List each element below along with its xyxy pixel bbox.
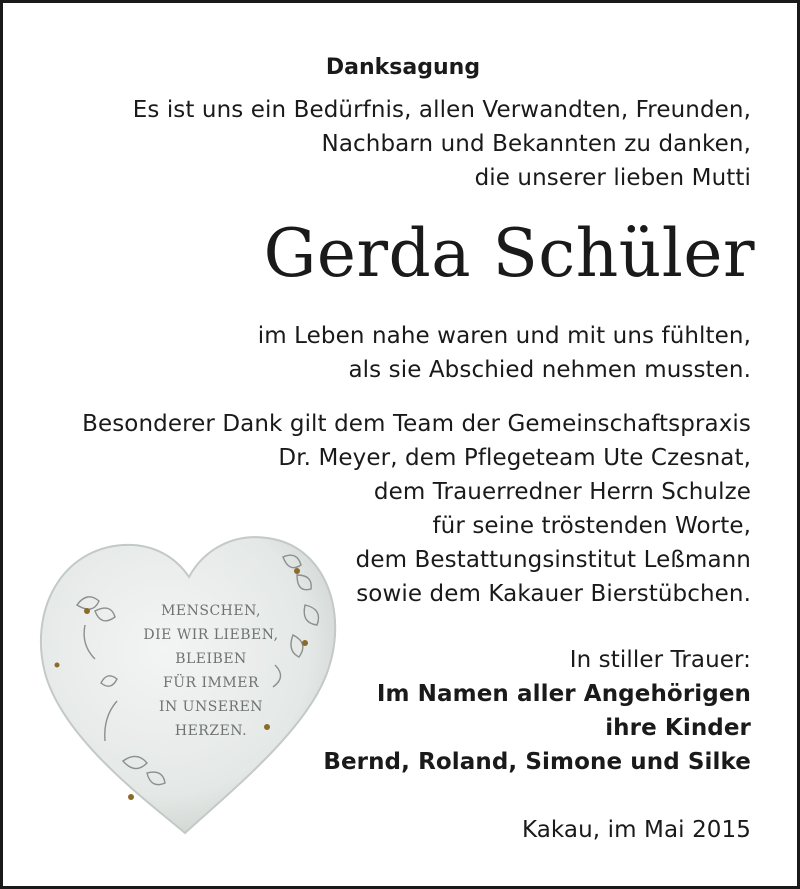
deceased-name: Gerda Schüler <box>263 215 755 292</box>
thanks-line-3: dem Trauerredner Herrn Schulze <box>373 479 751 505</box>
after-name-line-1: im Leben nahe waren und mit uns fühlten, <box>257 323 751 349</box>
place-date: Kakau, im Mai 2015 <box>521 817 751 843</box>
inscription-line-5: IN UNSEREN <box>158 699 264 715</box>
after-name-line-2: als sie Abschied nehmen mussten. <box>348 357 751 383</box>
thanks-line-2: Dr. Meyer, dem Pflegeteam Ute Czesnat, <box>278 445 751 471</box>
heart-stone-image <box>35 515 345 840</box>
mourning-line-3: Bernd, Roland, Simone und Silke <box>323 749 751 775</box>
inscription-line-2: DIE WIR LIEBEN, <box>143 627 279 643</box>
thanks-line-4: für seine tröstenden Worte, <box>432 513 751 539</box>
inscription-line-6: HERZEN. <box>174 723 248 739</box>
notice-title: Danksagung <box>325 55 481 80</box>
intro-line-2: Nachbarn und Bekannten zu danken, <box>321 131 751 157</box>
inscription-line-4: FÜR IMMER <box>163 675 259 691</box>
thanks-line-5: dem Bestattungsinstitut Leßmann <box>355 547 751 573</box>
inscription-line-1: MENSCHEN, <box>161 603 261 619</box>
inscription-line-3: BLEIBEN <box>175 651 247 667</box>
intro-line-1: Es ist uns ein Bedürfnis, allen Verwandten, Freunden, <box>132 97 751 123</box>
mourning-intro: In stiller Trauer: <box>569 647 751 673</box>
thanks-line-1: Besonderer Dank gilt dem Team der Gemeinschaftspraxis <box>82 411 751 437</box>
mourning-line-1: Im Namen aller Angehörigen <box>376 681 751 707</box>
intro-line-3: die unserer lieben Mutti <box>474 165 751 191</box>
mourning-line-2: ihre Kinder <box>605 715 751 741</box>
thanks-line-6: sowie dem Kakauer Bierstübchen. <box>356 581 751 607</box>
